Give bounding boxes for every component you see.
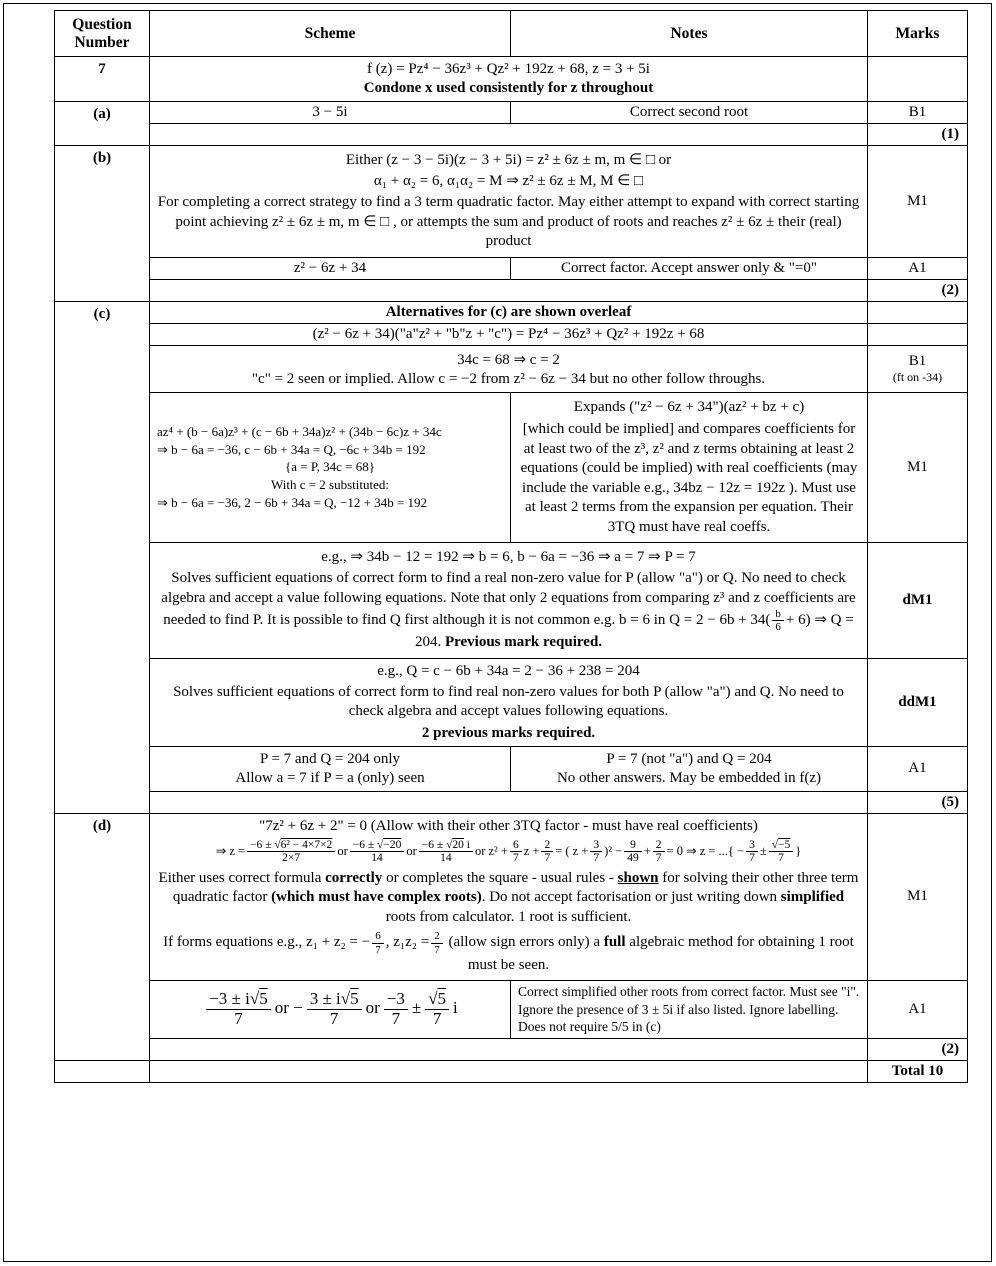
part-a-subtotal: (1)	[868, 124, 968, 146]
radicand: 5	[437, 989, 447, 1009]
part-b-factor: z² − 6z + 34	[150, 257, 511, 279]
sqrt-prefix: √	[428, 989, 438, 1009]
formula-fraction-9	[746, 839, 758, 865]
or-separator: or z² +	[474, 843, 508, 858]
part-d-subtotal-spacer	[150, 1038, 868, 1060]
fraction-numerator: 9	[624, 839, 642, 853]
fraction-numerator	[419, 839, 473, 853]
fraction-numerator: 2	[541, 839, 553, 853]
part-c-alternatives-row	[55, 301, 968, 323]
formula-mid: )² −	[604, 843, 623, 858]
part-c-dm1-row	[55, 543, 968, 659]
i-suffix: i	[463, 838, 470, 851]
fraction-numerator: 6	[510, 839, 522, 853]
part-c-dm1-note-text-2: + 6) ⇒ Q = 204.	[414, 612, 854, 651]
note-bold-full: full	[603, 934, 626, 951]
question-7-marks-cell	[868, 57, 968, 102]
formula-lead: ⇒ z =	[215, 843, 246, 858]
part-c-ddm1-row	[55, 658, 968, 746]
root-fraction-4	[425, 990, 449, 1028]
part-c-m1-notes-cell	[511, 392, 868, 543]
note-bold-complex-roots: (which must have complex roots)	[271, 889, 482, 906]
part-d-a1-row	[55, 981, 968, 1039]
part-c-m1-ap-line: {a = P, 34c = 68}	[285, 459, 375, 475]
formula-fraction-8	[653, 839, 665, 865]
note-text: algebraic method for obtaining 1 root must be seen.	[467, 934, 854, 973]
part-c-dm1-cell	[150, 543, 868, 659]
fraction-denominator: 7	[375, 943, 381, 956]
fraction-numerator: b	[772, 608, 784, 621]
part-a-subtotal-row	[55, 124, 968, 146]
part-d-m1-note-2	[157, 930, 860, 975]
part-c-expansion-marks-cell	[868, 323, 968, 345]
fraction-numerator: 3	[590, 839, 602, 853]
fraction-denominator: 7	[655, 852, 662, 865]
part-a-subtotal-spacer	[150, 124, 868, 146]
part-c-a1-mark: A1	[868, 746, 968, 791]
sqrt-prefix: √	[771, 838, 779, 851]
fraction-denominator: 7	[593, 852, 600, 865]
part-b-label: (b)	[55, 146, 150, 302]
fraction-denominator: 14	[440, 852, 452, 865]
part-c-m1-row	[55, 392, 968, 543]
part-c-ddm1-mark: ddM1	[868, 658, 968, 746]
part-c-ddm1-equation: e.g., Q = c − 6b + 34a = 2 − 36 + 238 = 204	[377, 662, 640, 679]
part-b-either-line: Either (z − 3 − 5i)(z − 3 + 5i) = z² ± 6z ± m, m ∈ □ or	[345, 152, 672, 168]
formula-end: }	[795, 843, 802, 858]
page-border	[3, 3, 992, 1262]
note-bold-underline-shown: shown	[617, 869, 659, 886]
note-text: for solving their other three term quadratic factor	[172, 869, 859, 906]
root-fraction-1	[206, 990, 270, 1028]
part-c-a1-allow-line: Allow a = 7 if P = a (only) seen	[235, 769, 425, 786]
part-b-m1-cell	[150, 146, 868, 258]
part-c-alternatives-marks-cell	[868, 301, 968, 323]
note-text: roots from calculator. 1 root is sufficient.	[385, 908, 632, 925]
i-suffix: i	[453, 998, 458, 1018]
part-c-dm1-note	[157, 569, 860, 653]
part-c-subtotal: (5)	[868, 791, 968, 813]
function-definition: f (z) = Pz⁴ − 36z³ + Qz² + 192z + 68, z = 3 + 5i	[367, 61, 650, 77]
part-c-m1-expansion-line: az⁴ + (b − 6a)z³ + (c − 6b + 34a)z² + (34b − 6c)z + 34c	[157, 424, 442, 440]
part-c-subtotal-spacer	[150, 791, 868, 813]
part-a-row	[55, 102, 968, 124]
part-b-m1-row	[55, 146, 968, 258]
question-7-row	[55, 57, 968, 102]
fraction-numerator: 2	[431, 930, 443, 943]
part-b-a1-row	[55, 257, 968, 279]
part-c-m1-substituted-equations: ⇒ b − 6a = −36, 2 − 6b + 34a = Q, −12 + 34b = 192	[157, 494, 428, 510]
fraction-numerator: 3	[746, 839, 758, 853]
condone-note: Condone x used consistently for z throughout	[363, 80, 654, 96]
fraction-numerator	[247, 839, 335, 853]
part-d-subtotal-row	[55, 1038, 968, 1060]
sqrt-prefix: −3 ± i√	[209, 989, 260, 1009]
part-c-a1-scheme-cell	[150, 746, 511, 791]
part-c-b1-row	[55, 345, 968, 392]
note-bold-simplified: simplified	[780, 889, 845, 906]
part-d-m1-mark: M1	[868, 813, 968, 980]
part-c-m1-note-expands: Expands ("z² − 6z + 34")(az² + bz + c)	[573, 398, 805, 415]
part-d-m1-cell	[150, 813, 868, 980]
note-text: , z₁z₂ =	[385, 934, 430, 951]
part-c-expansion: (z² − 6z + 34)("a"z² + "b"z + "c") = Pz⁴ − 36z³ + Qz² + 192z + 68	[150, 323, 868, 345]
fraction-numerator: 2	[653, 839, 665, 853]
sqrt-prefix: −6 ± √	[352, 838, 384, 851]
radicand: −20	[383, 838, 402, 851]
or-separator: or	[406, 843, 417, 858]
part-d-subtotal: (2)	[868, 1038, 968, 1060]
fraction-numerator	[425, 990, 449, 1010]
formula-mid: z +	[523, 843, 540, 858]
part-d-m1-row	[55, 813, 968, 980]
part-d-quadratic-line: "7z² + 6z + 2" = 0 (Allow with their other 3TQ factor - must have real coefficients)	[259, 817, 758, 834]
part-c-a1-notes-cell	[511, 746, 868, 791]
part-d-a1-note: Correct simplified other roots from correct factor. Must see "i". Ignore the presence of 3 ± 5i if also listed. Ignore labelling. Does not require 5/5 in (c)	[511, 981, 868, 1039]
part-c-ddm1-note: Solves sufficient equations of correct form to find real non-zero values for both P (allow "a") and Q. No need to check algebra and accept values following equations.	[173, 683, 844, 720]
part-c-a1-note-line-2: No other answers. May be embedded in f(z)	[556, 769, 822, 786]
note-bold-correctly: correctly	[325, 869, 383, 886]
fraction-denominator: 7	[234, 1008, 243, 1028]
formula-fraction-5	[541, 839, 553, 865]
fraction-b-over-6	[772, 608, 784, 633]
part-d-a1-mark: A1	[868, 981, 968, 1039]
part-d-label: (d)	[55, 813, 150, 1060]
formula-fraction-10	[769, 839, 794, 865]
part-c-dm1-equation: e.g., ⇒ 34b − 12 = 192 ⇒ b = 6, b − 6a = −36 ⇒ a = 7 ⇒ P = 7	[321, 549, 696, 565]
fraction-denominator: 6	[775, 621, 781, 634]
fraction-numerator	[350, 839, 405, 853]
header-notes: Notes	[511, 11, 868, 57]
part-b-roots-line: α₁ + α₂ = 6, α₁α₂ = M ⇒ z² ± 6z ± M, M ∈ □	[373, 173, 644, 189]
part-c-m1-mark: M1	[868, 392, 968, 543]
part-b-subtotal: (2)	[868, 279, 968, 301]
part-c-b1-equation: 34c = 68 ⇒ c = 2	[457, 351, 560, 368]
part-c-b1-cell	[150, 345, 868, 392]
sqrt-prefix: 3 ± i√	[309, 989, 351, 1009]
note-text: . Do not accept factorisation or just writing down	[481, 889, 781, 906]
fraction-numerator	[206, 990, 270, 1010]
formula-fraction-6	[590, 839, 602, 865]
part-c-b1-mark: B1	[908, 352, 927, 369]
fraction-2-over-7	[431, 930, 443, 955]
sqrt-prefix: −6 ± √	[421, 838, 453, 851]
fraction-numerator	[307, 990, 362, 1010]
fraction-denominator: 2×7	[282, 852, 301, 865]
question-7-statement-cell	[150, 57, 868, 102]
part-a-note: Correct second root	[511, 102, 868, 124]
question-number-7: 7	[55, 57, 150, 102]
part-c-m1-note-detail: [which could be implied] and compares coefficients for at least two of the z³, z² and z terms obtaining at least 2 equations (could be implied) with real coefficients (may include the variable e.g., 34bz − 12z = 192z ). Must use at least 2 terms from the expansion per equation. Their 3TQ must have real coeffs.	[520, 421, 858, 535]
radicand: 5	[350, 989, 359, 1009]
radicand: 20	[452, 838, 464, 851]
formula-mid: = ( z +	[555, 843, 589, 858]
part-c-m1-substitute-line: With c = 2 substituted:	[270, 477, 390, 493]
header-row	[55, 11, 968, 57]
part-b-subtotal-spacer	[150, 279, 868, 301]
fraction-denominator: 7	[329, 1008, 339, 1028]
part-b-a1-mark: A1	[868, 257, 968, 279]
part-c-b1-note: "c" = 2 seen or implied. Allow c = −2 from z² − 6z − 34 but no other follow throughs.	[251, 370, 766, 387]
fraction-denominator: 7	[512, 852, 519, 865]
note-text: If forms equations e.g., z₁ + z₂ = −	[163, 934, 371, 951]
or-separator: or −	[274, 998, 303, 1018]
total-qn-spacer	[55, 1060, 150, 1082]
part-c-dm1-note-bold: Previous mark required.	[444, 634, 603, 651]
note-text: Either uses correct formula	[158, 869, 326, 886]
part-c-a1-row	[55, 746, 968, 791]
part-c-a1-answer-line: P = 7 and Q = 204 only	[259, 750, 401, 767]
part-a-mark: B1	[868, 102, 968, 124]
fraction-denominator: 7	[778, 852, 784, 865]
formula-mid: ±	[759, 843, 767, 858]
formula-fraction-1	[247, 839, 335, 865]
fraction-6-over-7	[372, 930, 384, 955]
mark-scheme-table	[54, 10, 968, 1083]
fraction-denominator: 7	[749, 852, 755, 865]
part-c-m1-scheme-cell	[150, 392, 511, 543]
or-separator: or	[365, 998, 380, 1018]
part-b-factor-note: Correct factor. Accept answer only & "=0"	[511, 257, 868, 279]
radicand: 6² − 4×7×2	[280, 838, 333, 851]
sqrt-prefix: −6 ± √	[250, 838, 281, 851]
header-scheme: Scheme	[150, 11, 511, 57]
total-row	[55, 1060, 968, 1082]
part-d-quadratic-formula-line	[157, 839, 860, 865]
part-c-b1-ft-note: (ft on -34)	[892, 369, 943, 384]
formula-fraction-2	[350, 839, 405, 865]
formula-mid: = 0 ⇒ z = ...{ −	[666, 843, 745, 858]
fraction-numerator: 6	[372, 930, 384, 943]
part-c-label: (c)	[55, 301, 150, 813]
part-c-m1-equations-line: ⇒ b − 6a = −36, c − 6b + 34a = Q, −6c + 34b = 192	[157, 441, 426, 457]
formula-mid: +	[643, 843, 651, 858]
part-b-m1-note: For completing a correct strategy to find a 3 term quadratic factor. May either attempt to expand with correct starting point achieving z² ± 6z ± m, m ∈ □ , or attempts the sum and product of roots and reaches z² ± 6z ± their (real) product	[157, 194, 860, 249]
part-c-a1-note-line-1: P = 7 (not "a") and Q = 204	[606, 750, 772, 767]
formula-fraction-3	[419, 839, 473, 865]
part-c-dm1-mark: dM1	[868, 543, 968, 659]
part-c-dm1-note-text-1: Solves sufficient equations of correct form to find a real non-zero value for P (allow "a") or Q. No need to check algebra and accept a value following equations. Note that only 2 equations from comparing z³ and z coefficients are needed to find P. It is possible to find Q first although it is not common e.g. b = 6 in Q = 2 − 6b + 34(	[161, 570, 856, 629]
fraction-denominator: 49	[627, 852, 639, 865]
formula-fraction-4	[510, 839, 522, 865]
or-separator: or	[337, 843, 348, 858]
note-text: or completes the square - usual rules -	[382, 869, 618, 886]
header-marks: Marks	[868, 11, 968, 57]
part-a-label: (a)	[55, 102, 150, 146]
part-c-b1-mark-cell	[868, 345, 968, 392]
fraction-denominator: 7	[432, 1008, 442, 1028]
fraction-numerator	[769, 839, 794, 853]
total-marks: Total 10	[868, 1060, 968, 1082]
part-c-alternatives: Alternatives for (c) are shown overleaf	[150, 301, 868, 323]
fraction-numerator: −3	[384, 990, 408, 1010]
fraction-denominator: 7	[391, 1008, 401, 1028]
fraction-denominator: 7	[434, 943, 440, 956]
header-question-number: Question Number	[55, 11, 150, 57]
note-text: (allow sign errors only) a	[444, 934, 604, 951]
radicand: 5	[259, 989, 268, 1009]
part-b-m1-mark: M1	[868, 146, 968, 258]
part-b-subtotal-row	[55, 279, 968, 301]
fraction-denominator: 7	[544, 852, 551, 865]
part-c-ddm1-cell	[150, 658, 868, 746]
total-spacer	[150, 1060, 868, 1082]
part-c-ddm1-bold-note: 2 previous marks required.	[421, 724, 596, 741]
plus-minus: ±	[411, 998, 422, 1018]
part-c-subtotal-row	[55, 791, 968, 813]
part-d-m1-note-1	[157, 869, 860, 928]
radicand: −5	[778, 838, 791, 851]
part-d-a1-roots-cell	[150, 981, 511, 1039]
formula-fraction-7	[624, 839, 642, 865]
root-fraction-3	[384, 990, 408, 1028]
fraction-denominator: 14	[371, 852, 383, 865]
part-c-expansion-row	[55, 323, 968, 345]
root-fraction-2	[307, 990, 362, 1028]
part-a-answer: 3 − 5i	[150, 102, 511, 124]
